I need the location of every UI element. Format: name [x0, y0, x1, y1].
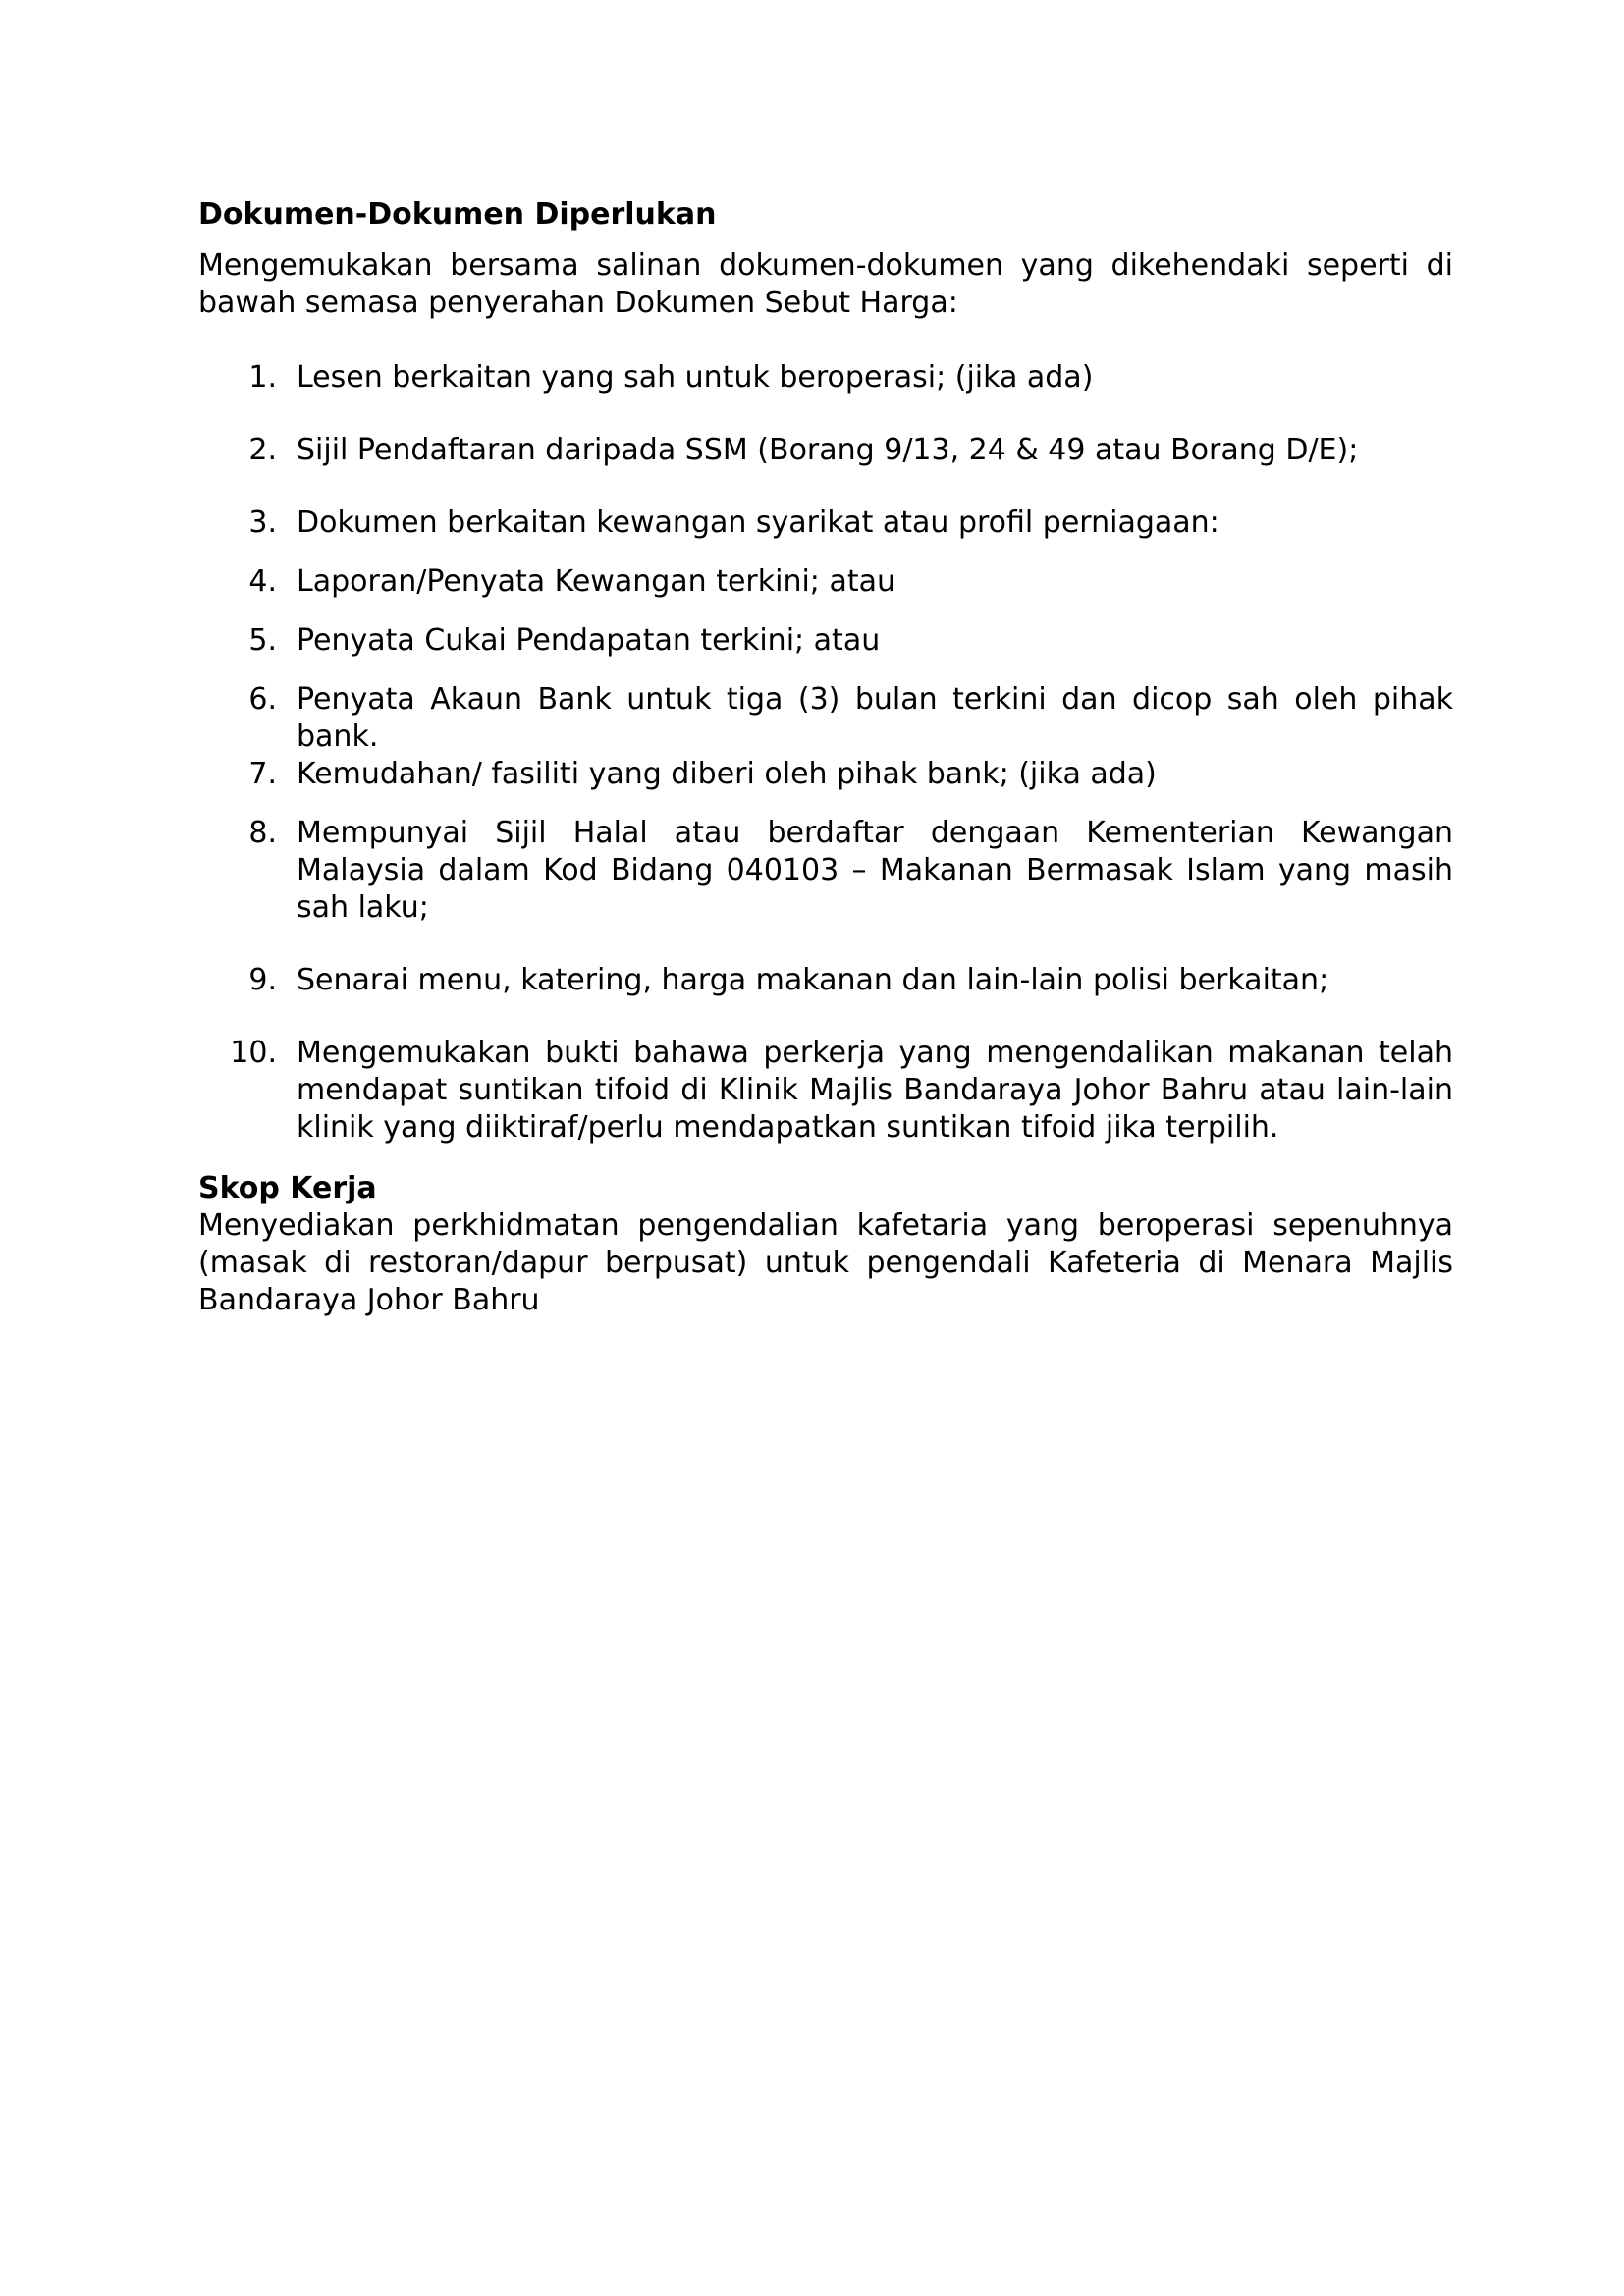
- list-item-number: 9.: [248, 963, 277, 997]
- section-heading-dokumen: Dokumen-Dokumen Diperlukan: [198, 197, 717, 232]
- document-page: [198, 196, 1453, 1319]
- list-item-text: Sijil Pendaftaran daripada SSM (Borang 9/13, 24 & 49 atau Borang D/E);: [297, 433, 1359, 467]
- list-item-number: 10.: [230, 1036, 277, 1070]
- list-item: [198, 563, 1453, 601]
- list-item-number: 8.: [248, 816, 277, 850]
- list-item: [198, 622, 1453, 660]
- list-item: [198, 432, 1453, 469]
- list-item-number: 3.: [248, 506, 277, 540]
- list-item-number: 6.: [248, 682, 277, 717]
- list-item-text: Laporan/Penyata Kewangan terkini; atau: [297, 564, 895, 599]
- section-heading-skop-kerja: Skop Kerja: [198, 1171, 377, 1205]
- list-item: [198, 681, 1453, 756]
- list-item: [198, 1035, 1453, 1147]
- list-item-text: Penyata Akaun Bank untuk tiga (3) bulan terkini dan dicop sah oleh pihak bank.: [297, 682, 1453, 754]
- requirements-list: [198, 359, 1453, 1147]
- list-item: [198, 962, 1453, 999]
- list-item-text: Dokumen berkaitan kewangan syarikat atau profil perniagaan:: [297, 506, 1219, 540]
- list-item-text: Kemudahan/ fasiliti yang diberi oleh pihak bank; (jika ada): [297, 757, 1157, 791]
- list-item: [198, 359, 1453, 397]
- list-item-text: Mengemukakan bukti bahawa perkerja yang mengendalikan makanan telah mendapat suntikan tifoid di Klinik Majlis Bandaraya Johor Bahru atau lain-lain klinik yang diiktiraf/perlu mendapatkan suntikan tifoid jika terpilih.: [297, 1036, 1453, 1145]
- list-item-number: 4.: [248, 564, 277, 599]
- list-item-number: 7.: [248, 757, 277, 791]
- list-item-text: Senarai menu, katering, harga makanan dan lain-lain polisi berkaitan;: [297, 963, 1329, 997]
- list-item: [198, 505, 1453, 542]
- list-item-text: Lesen berkaitan yang sah untuk beroperasi; (jika ada): [297, 360, 1094, 395]
- intro-paragraph: Mengemukakan bersama salinan dokumen-dokumen yang dikehendaki seperti di bawah semasa penyerahan Dokumen Sebut Harga:: [198, 248, 1453, 320]
- list-item-text: Mempunyai Sijil Halal atau berdaftar dengaan Kementerian Kewangan Malaysia dalam Kod Bidang 040103 – Makanan Bermasak Islam yang masih sah laku;: [297, 816, 1453, 925]
- list-item: [198, 815, 1453, 927]
- scope-paragraph: Menyediakan perkhidmatan pengendalian kafetaria yang beroperasi sepenuhnya (masak di restoran/dapur berpusat) untuk pengendali Kafeteria di Menara Majlis Bandaraya Johor Bahru: [198, 1208, 1453, 1317]
- list-item-number: 1.: [248, 360, 277, 395]
- list-item-number: 5.: [248, 623, 277, 658]
- list-item: [198, 756, 1453, 793]
- list-item-text: Penyata Cukai Pendapatan terkini; atau: [297, 623, 881, 658]
- list-item-number: 2.: [248, 433, 277, 467]
